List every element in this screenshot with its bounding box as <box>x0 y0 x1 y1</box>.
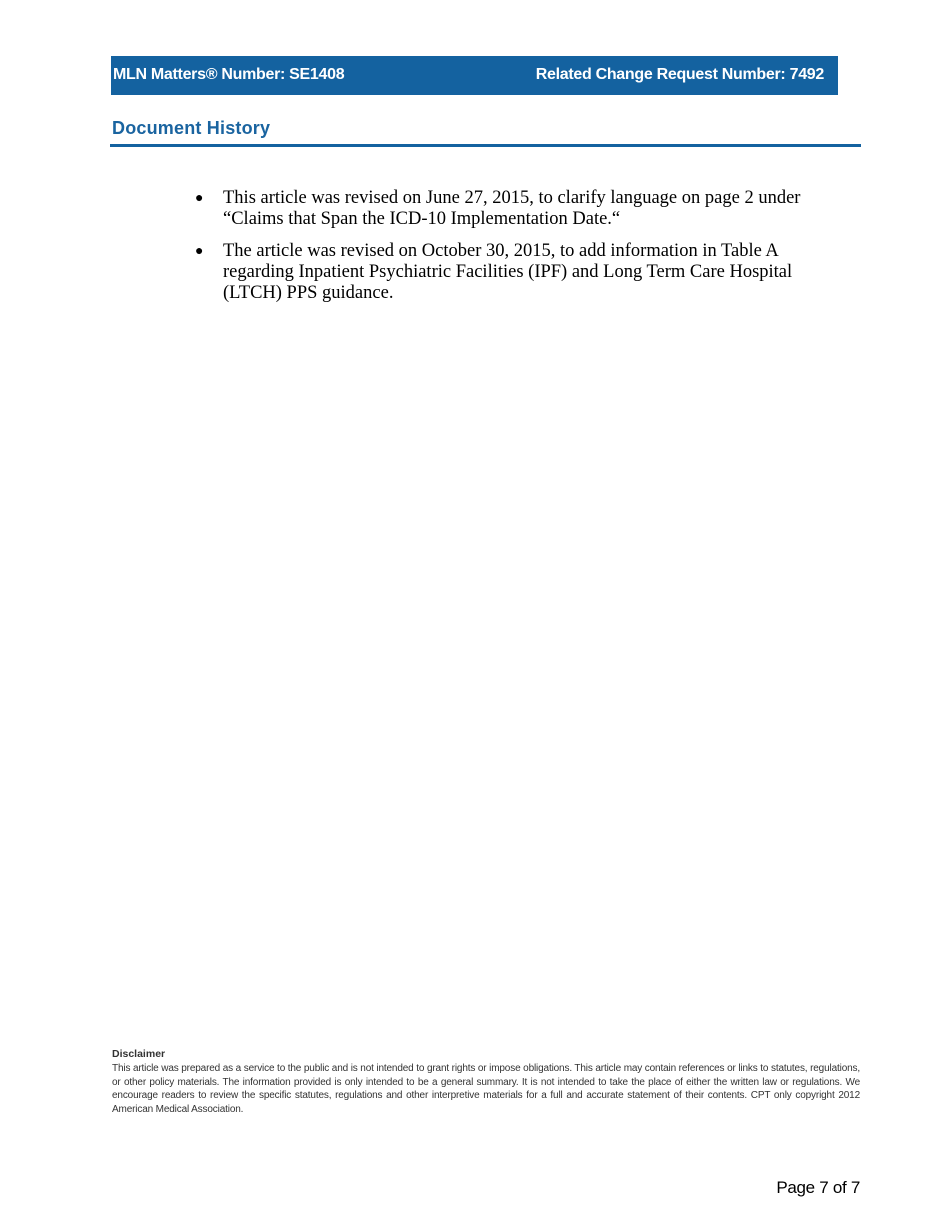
section-divider <box>110 144 861 147</box>
history-item-text: The article was revised on October 30, 2015, to add information in Table A regarding Inpatient Psychiatric Facilities (IPF) and Long Term Care Hospital (LTCH) PPS guidance. <box>223 241 793 303</box>
related-change-request-number: Related Change Request Number: 7492 <box>535 66 824 83</box>
header-bar <box>111 56 838 95</box>
section-title: Document History <box>112 118 271 138</box>
page-number: Page 7 of 7 <box>776 1178 860 1197</box>
disclaimer-heading: Disclaimer <box>112 1048 166 1060</box>
bullet-icon: ● <box>195 191 204 206</box>
history-item <box>190 241 830 304</box>
disclaimer-text: This article was prepared as a service to the public and is not intended to grant rights or impose obligations. This article may contain references or links to statutes, regulations, or other policy materials. The information provided is only intended to be a general summary. It is not intended to take the place of either the written law or regulations. We encourage readers to review the specific statutes, regulations and other interpretive materials for a full and accurate statement of their contents. CPT only copyright 2012 American Medical Association. <box>112 1063 860 1115</box>
document-history-list <box>190 188 830 315</box>
disclaimer <box>112 1048 860 1116</box>
mln-matters-number: MLN Matters® Number: SE1408 <box>113 66 345 83</box>
bullet-icon: ● <box>195 244 204 259</box>
history-item-text: This article was revised on June 27, 2015, to clarify language on page 2 under “Claims that Span the ICD-10 Implementation Date.“ <box>223 188 801 229</box>
history-item <box>190 188 830 230</box>
